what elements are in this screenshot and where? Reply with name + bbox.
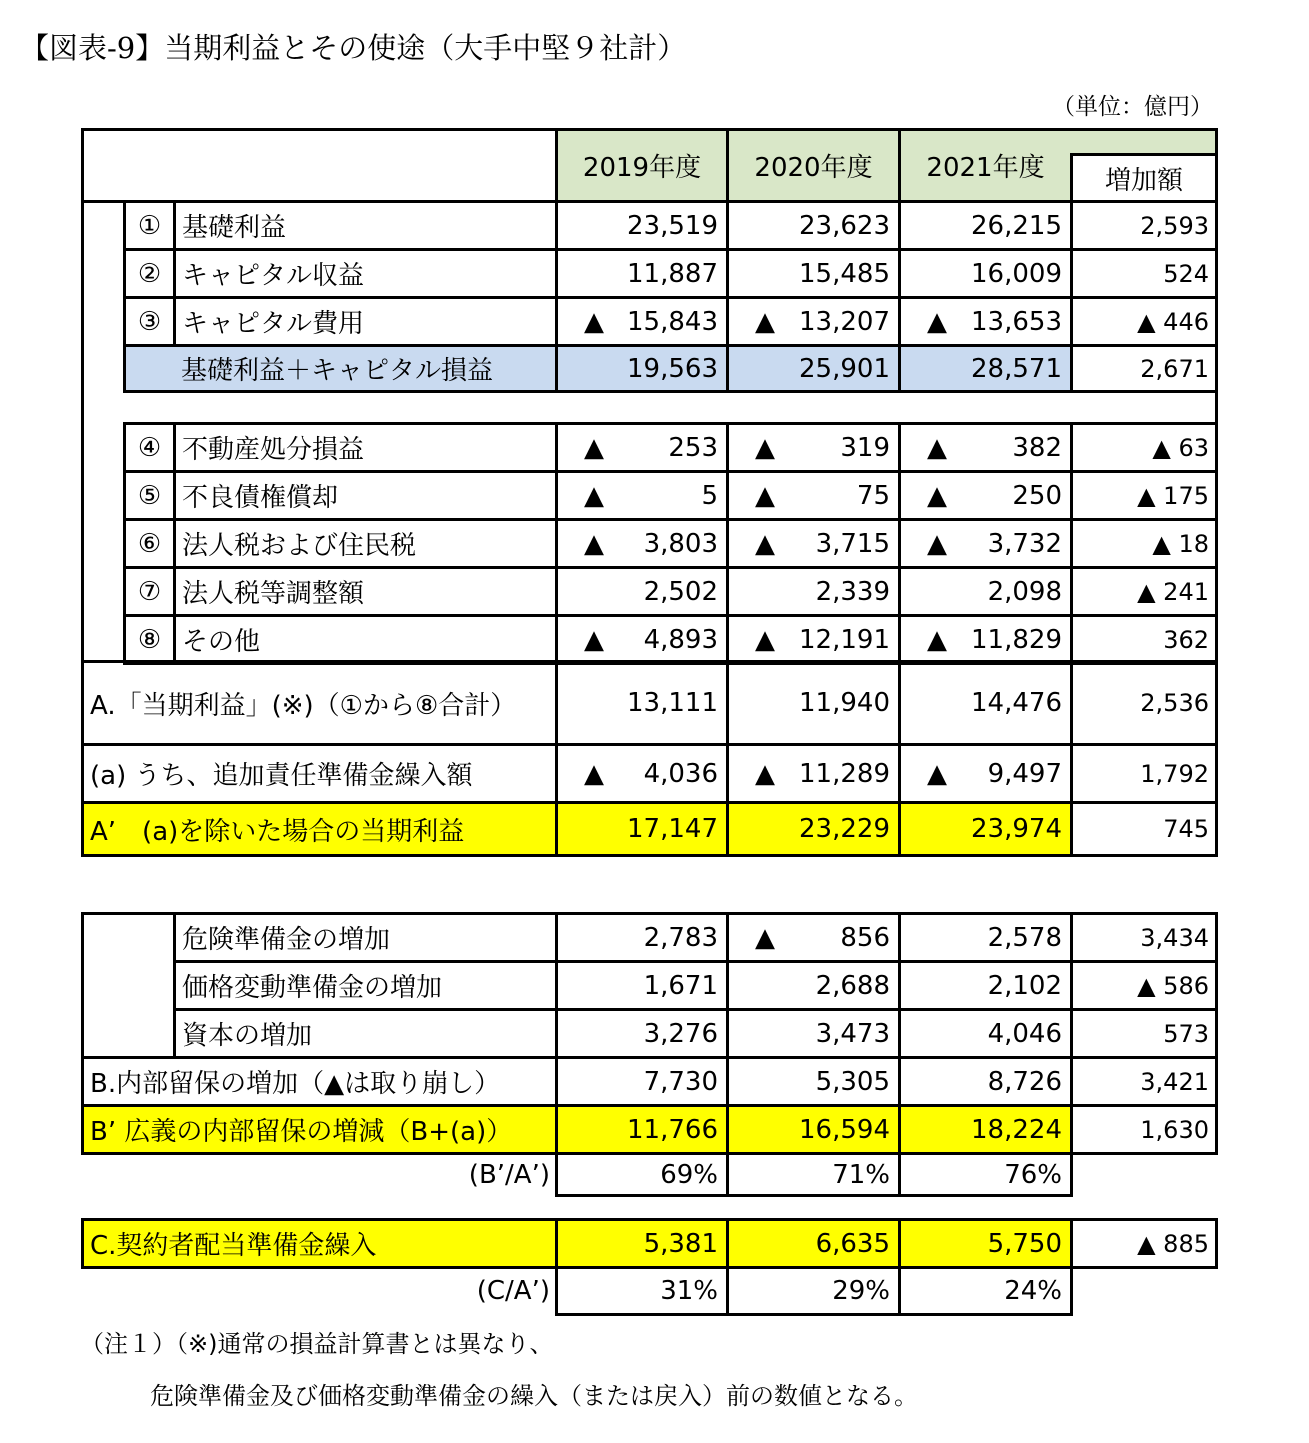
row-number-icon: ② [123, 248, 176, 299]
sec2-2021 [898, 422, 1073, 473]
cell-value: 2,502 [643, 576, 718, 607]
rowB2-2019 [555, 1104, 729, 1155]
sec1-inc: ▲ 446 [1070, 296, 1218, 347]
sec3-2020 [726, 960, 901, 1011]
sec2-2020 [726, 566, 901, 617]
rowB-2020 [726, 1056, 901, 1107]
cell-value: 18,224 [971, 1114, 1062, 1145]
rowB2-label: B’ 広義の内部留保の増減（B+(a)） [81, 1104, 558, 1155]
cell-value: 11,887 [627, 258, 718, 289]
rowB-label: B.内部留保の増加（▲は取り崩し） [81, 1056, 558, 1107]
cell-value: 319 [840, 432, 890, 463]
sec1-2020 [726, 200, 901, 251]
cell-value: 3,715 [815, 528, 890, 559]
ratioC-2020 [726, 1266, 901, 1316]
sec2-2020 [726, 422, 901, 473]
cell-value: 2,688 [815, 970, 890, 1001]
minus-triangle-icon: ▲ [755, 758, 775, 789]
rowC-inc: ▲ 885 [1070, 1218, 1218, 1269]
cell-value: 250 [1012, 480, 1062, 511]
note-2: 危険準備金及び価格変動準備金の繰入（または戻入）前の数値となる。 [150, 1382, 918, 1410]
minus-triangle-icon: ▲ [755, 480, 775, 511]
minus-triangle-icon: ▲ [584, 758, 604, 789]
cell-value: 6,635 [815, 1228, 890, 1259]
minus-triangle-icon: ▲ [584, 528, 604, 559]
minus-triangle-icon: ▲ [584, 480, 604, 511]
cell-value: 9,497 [987, 758, 1062, 789]
row-number-icon: ① [123, 200, 176, 251]
rowa-2021 [898, 743, 1073, 804]
sec2-inc: ▲ 175 [1070, 470, 1218, 521]
cell-value: 75 [856, 480, 890, 511]
cell-value: 12,191 [799, 624, 890, 655]
cell-value: 4,036 [643, 758, 718, 789]
sec3-2021 [898, 1008, 1073, 1059]
cell-value: 4,893 [643, 624, 718, 655]
row-number-icon: ④ [123, 422, 176, 473]
rowA2-2020 [726, 801, 901, 857]
sec2-2021 [898, 614, 1073, 665]
cell-value: 3,276 [643, 1018, 718, 1049]
sec2-label: 法人税等調整額 [173, 566, 558, 617]
ratioB-2019 [555, 1152, 729, 1197]
unit-label: （単位：億円） [1052, 94, 1213, 120]
rowB2-inc: 1,630 [1070, 1104, 1218, 1155]
ratioB-label: (B’/A’) [468, 1159, 550, 1190]
cell-value: 11,289 [799, 758, 890, 789]
sec3-2019 [555, 1008, 729, 1059]
minus-triangle-icon: ▲ [927, 758, 947, 789]
cell-value: 13,207 [799, 306, 890, 337]
cell-value: 13,653 [971, 306, 1062, 337]
sec1-2019 [555, 200, 729, 251]
sec2-2020 [726, 518, 901, 569]
cell-value: 23,974 [971, 814, 1062, 844]
cell-value: 4,046 [987, 1018, 1062, 1049]
minus-triangle-icon: ▲ [927, 432, 947, 463]
header-2021: 2021年度 [898, 128, 1073, 203]
sec1-2020 [726, 248, 901, 299]
cell-value: 2,578 [987, 922, 1062, 953]
sec1-label: キャピタル費用 [173, 296, 558, 347]
sec1-2021 [898, 248, 1073, 299]
ratioC-label: (C/A’) [476, 1276, 550, 1306]
cell-value: 8,726 [987, 1066, 1062, 1097]
rowC-label: C.契約者配当準備金繰入 [81, 1218, 558, 1269]
minus-triangle-icon: ▲ [927, 306, 947, 337]
sec2-2019 [555, 566, 729, 617]
cell-value: 24% [1004, 1276, 1062, 1306]
rowA-inc: 2,536 [1070, 660, 1218, 746]
sec3-inc: 3,434 [1070, 912, 1218, 963]
cell-value: 15,485 [799, 258, 890, 289]
sec3-label: 価格変動準備金の増加 [173, 960, 558, 1011]
cell-value: 13,111 [627, 688, 718, 718]
cell-value: 15,843 [627, 306, 718, 337]
left-margin [81, 200, 126, 663]
sec1-2021 [898, 200, 1073, 251]
minus-triangle-icon: ▲ [755, 306, 775, 337]
sec2-inc: ▲ 241 [1070, 566, 1218, 617]
rowa-2020 [726, 743, 901, 804]
minus-triangle-icon: ▲ [584, 306, 604, 337]
cell-value: 3,803 [643, 528, 718, 559]
sec1-2020 [726, 296, 901, 347]
sec1-2021 [898, 296, 1073, 347]
sec2-inc: ▲ 18 [1070, 518, 1218, 569]
cell-value: 5,750 [987, 1228, 1062, 1259]
note-1: （注１）（※)通常の損益計算書とは異なり、 [80, 1330, 554, 1358]
cell-value: 16,594 [799, 1114, 890, 1145]
rowC-2020 [726, 1218, 901, 1269]
cell-value: 26,215 [971, 210, 1062, 241]
sec2-inc: ▲ 63 [1070, 422, 1218, 473]
sec3-inc: ▲ 586 [1070, 960, 1218, 1011]
sec3-label: 資本の増加 [173, 1008, 558, 1059]
ratioC-2021 [898, 1266, 1073, 1316]
sec2-2021 [898, 518, 1073, 569]
sec3-2019 [555, 960, 729, 1011]
ratioC-2019 [555, 1266, 729, 1316]
row-number-icon: ③ [123, 296, 176, 347]
rowA-2019 [555, 660, 729, 746]
sec2-2020 [726, 470, 901, 521]
minus-triangle-icon: ▲ [755, 528, 775, 559]
header-increase-top [1070, 128, 1218, 156]
sec1-label: 基礎利益 [173, 200, 558, 251]
cell-value: 5 [701, 480, 718, 511]
rowa-inc: 1,792 [1070, 743, 1218, 804]
header-2019: 2019年度 [555, 128, 729, 203]
cell-value: 2,098 [987, 576, 1062, 607]
subtotal-2020: 25,901 [726, 344, 901, 393]
cell-value: 16,009 [971, 258, 1062, 289]
rowB2-2020 [726, 1104, 901, 1155]
sec2-label: 不動産処分損益 [173, 422, 558, 473]
minus-triangle-icon: ▲ [927, 624, 947, 655]
cell-value: 7,730 [643, 1066, 718, 1097]
sec2-2019 [555, 470, 729, 521]
sec3-2021 [898, 960, 1073, 1011]
sec2-2019 [555, 614, 729, 665]
minus-triangle-icon: ▲ [927, 528, 947, 559]
sec1-2019 [555, 296, 729, 347]
subtotal-inc: 2,671 [1070, 344, 1218, 393]
rowA2-inc: 745 [1070, 801, 1218, 857]
cell-value: 69% [660, 1159, 718, 1190]
sec1-2019 [555, 248, 729, 299]
minus-triangle-icon: ▲ [584, 432, 604, 463]
cell-value: 253 [668, 432, 718, 463]
rowC-2021 [898, 1218, 1073, 1269]
sec3-inc: 573 [1070, 1008, 1218, 1059]
cell-value: 11,940 [799, 688, 890, 718]
gap-border [1215, 390, 1218, 425]
cell-value: 23,519 [627, 210, 718, 241]
cell-value: 1,671 [643, 970, 718, 1001]
rowB2-2021 [898, 1104, 1073, 1155]
cell-value: 856 [840, 922, 890, 953]
sec2-2019 [555, 518, 729, 569]
cell-value: 2,102 [987, 970, 1062, 1001]
row-number-icon: ⑦ [123, 566, 176, 617]
cell-value: 382 [1012, 432, 1062, 463]
rowA2-2021 [898, 801, 1073, 857]
cell-value: 2,783 [643, 922, 718, 953]
cell-value: 14,476 [971, 688, 1062, 718]
cell-value: 29% [832, 1276, 890, 1306]
rowB-inc: 3,421 [1070, 1056, 1218, 1107]
rowA-label: A.「当期利益」(※)（①から⑧合計） [81, 660, 558, 746]
rowA2-label: A’ (a)を除いた場合の当期利益 [81, 801, 558, 857]
subtotal-2019: 19,563 [555, 344, 729, 393]
header-2020: 2020年度 [726, 128, 901, 203]
sec2-label: 不良債権償却 [173, 470, 558, 521]
cell-value: 71% [832, 1159, 890, 1190]
minus-triangle-icon: ▲ [927, 480, 947, 511]
cell-value: 5,305 [815, 1066, 890, 1097]
cell-value: 23,229 [799, 814, 890, 844]
sec2-2021 [898, 566, 1073, 617]
row-number-icon: ⑥ [123, 518, 176, 569]
sec2-label: 法人税および住民税 [173, 518, 558, 569]
rowB-2019 [555, 1056, 729, 1107]
subtotal-2021: 28,571 [898, 344, 1073, 393]
cell-value: 5,381 [643, 1228, 718, 1259]
sec1-label: キャピタル収益 [173, 248, 558, 299]
minus-triangle-icon: ▲ [755, 432, 775, 463]
sec3-2019 [555, 912, 729, 963]
cell-value: 3,732 [987, 528, 1062, 559]
cell-value: 31% [660, 1276, 718, 1306]
row-number-icon: ⑤ [123, 470, 176, 521]
row-number-icon: ⑧ [123, 614, 176, 665]
sec3-label: 危険準備金の増加 [173, 912, 558, 963]
minus-triangle-icon: ▲ [755, 922, 775, 953]
sec3-2021 [898, 912, 1073, 963]
rowB-2021 [898, 1056, 1073, 1107]
page-title: 【図表-9】当期利益とその使途（大手中堅９社計） [20, 31, 687, 65]
cell-value: 3,473 [815, 1018, 890, 1049]
minus-triangle-icon: ▲ [755, 624, 775, 655]
cell-value: 17,147 [627, 814, 718, 844]
minus-triangle-icon: ▲ [584, 624, 604, 655]
sec3-2020 [726, 912, 901, 963]
sec1-inc: 2,593 [1070, 200, 1218, 251]
sec2-label: その他 [173, 614, 558, 665]
rowa-label: (a) うち、追加責任準備金繰入額 [81, 743, 558, 804]
cell-value: 2,339 [815, 576, 890, 607]
cell-value: 76% [1004, 1159, 1062, 1190]
sec2-2021 [898, 470, 1073, 521]
sec3-2020 [726, 1008, 901, 1059]
sec2-2020 [726, 614, 901, 665]
ratioB-2020 [726, 1152, 901, 1197]
cell-value: 23,623 [799, 210, 890, 241]
sec2-2019 [555, 422, 729, 473]
rowA2-2019 [555, 801, 729, 857]
header-blank [81, 128, 558, 203]
sec3-left-margin [81, 912, 176, 1060]
sec1-inc: 524 [1070, 248, 1218, 299]
ratioB-2021 [898, 1152, 1073, 1197]
rowC-2019 [555, 1218, 729, 1269]
cell-value: 11,829 [971, 624, 1062, 655]
rowA-2020 [726, 660, 901, 746]
header-increase: 増加額 [1070, 153, 1218, 203]
cell-value: 11,766 [627, 1114, 718, 1145]
subtotal-label: 基礎利益＋キャピタル損益 [123, 344, 558, 393]
rowa-2019 [555, 743, 729, 804]
sec2-inc: 362 [1070, 614, 1218, 665]
rowA-2021 [898, 660, 1073, 746]
